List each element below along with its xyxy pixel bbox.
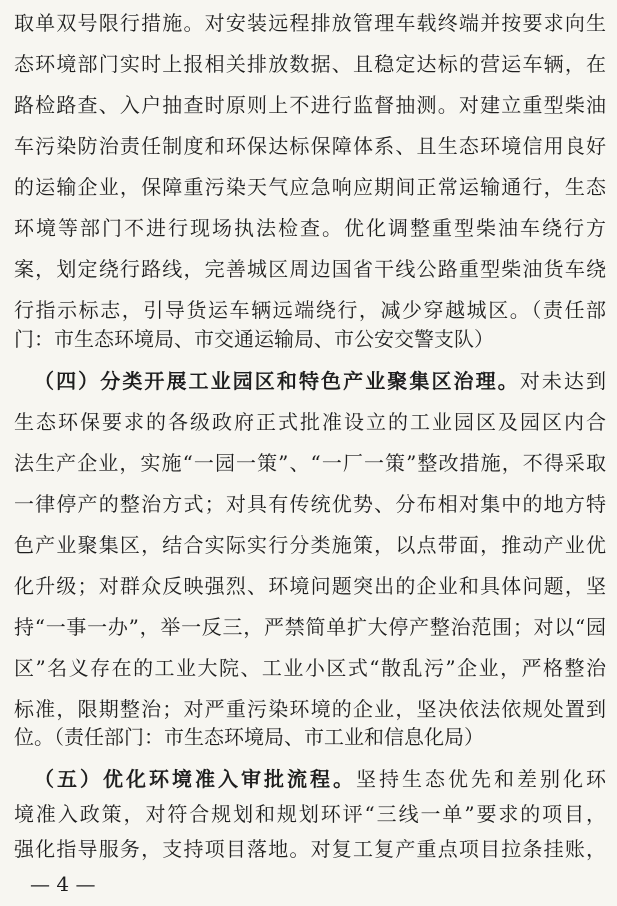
text-line: 化升级；对群众反映强烈、环境问题突出的企业和具体问题，坚 (14, 574, 606, 598)
text-span: 坚持生态优先和差别化环 (356, 767, 606, 791)
text-line: 环境等部门不进行现场执法检查。优化调整重型柴油车绕行方 (14, 216, 606, 240)
text-line: 一律停产的整治方式；对具有传统优势、分布相对集中的地方特 (14, 492, 606, 516)
text-line: 生态环保要求的各级政府正式批准设立的工业园区及园区内合 (14, 410, 606, 434)
text-line: 路检路查、入户抽查时原则上不进行监督抽测。对建立重型柴油 (14, 93, 606, 117)
text-line: 位。（责任部门：市生态环境局、市工业和信息化局） (14, 725, 484, 749)
text-line: 车污染防治责任制度和环保达标保障体系、且生态环境信用良好 (14, 134, 606, 158)
text-span: 对未达到 (519, 369, 607, 393)
text-line: 持“一事一办”，举一反三，严禁简单扩大停产整治范围；对以“园 (14, 615, 606, 639)
section-heading: （五）优化环境准入审批流程。 (34, 767, 356, 791)
text-line: 案，划定绕行路线，完善城区周边国省干线公路重型柴油货车绕 (14, 257, 606, 281)
page-number: — 4 — (30, 872, 96, 896)
text-line: 法生产企业，实施“一园一策”、“一厂一策”整改措施，不得采取 (14, 451, 606, 475)
text-line: 区”名义存在的工业大院、工业小区式“散乱污”企业，严格整治 (14, 656, 606, 680)
text-line: 标准，限期整治；对严重污染环境的企业，坚决依法依规处置到 (14, 697, 606, 721)
section-heading-line (34, 364, 606, 398)
text-line: 境准入政策，对符合规划和规划环评“三线一单”要求的项目， (14, 802, 606, 826)
text-line: 色产业聚集区，结合实际实行分类施策，以点带面，推动产业优 (14, 533, 606, 557)
text-line: 的运输企业，保障重污染天气应急响应期间正常运输通行，生态 (14, 175, 606, 199)
text-line: 取单双号限行措施。对安装远程排放管理车载终端并按要求向生 (14, 11, 606, 35)
text-line: 行指示标志，引导货运车辆远端绕行，减少穿越城区。（责任部 (14, 298, 606, 322)
section-heading: （四）分类开展工业园区和特色产业聚集区治理。 (34, 369, 520, 393)
text-line: 强化指导服务，支持项目落地。对复工复产重点项目拉条挂账， (14, 837, 606, 861)
text-line: 态环境部门实时上报相关排放数据、且稳定达标的营运车辆，在 (14, 52, 606, 76)
text-line: 门：市生态环境局、市交通运输局、市公安交警支队） (14, 327, 494, 351)
section-heading-line (34, 762, 606, 796)
